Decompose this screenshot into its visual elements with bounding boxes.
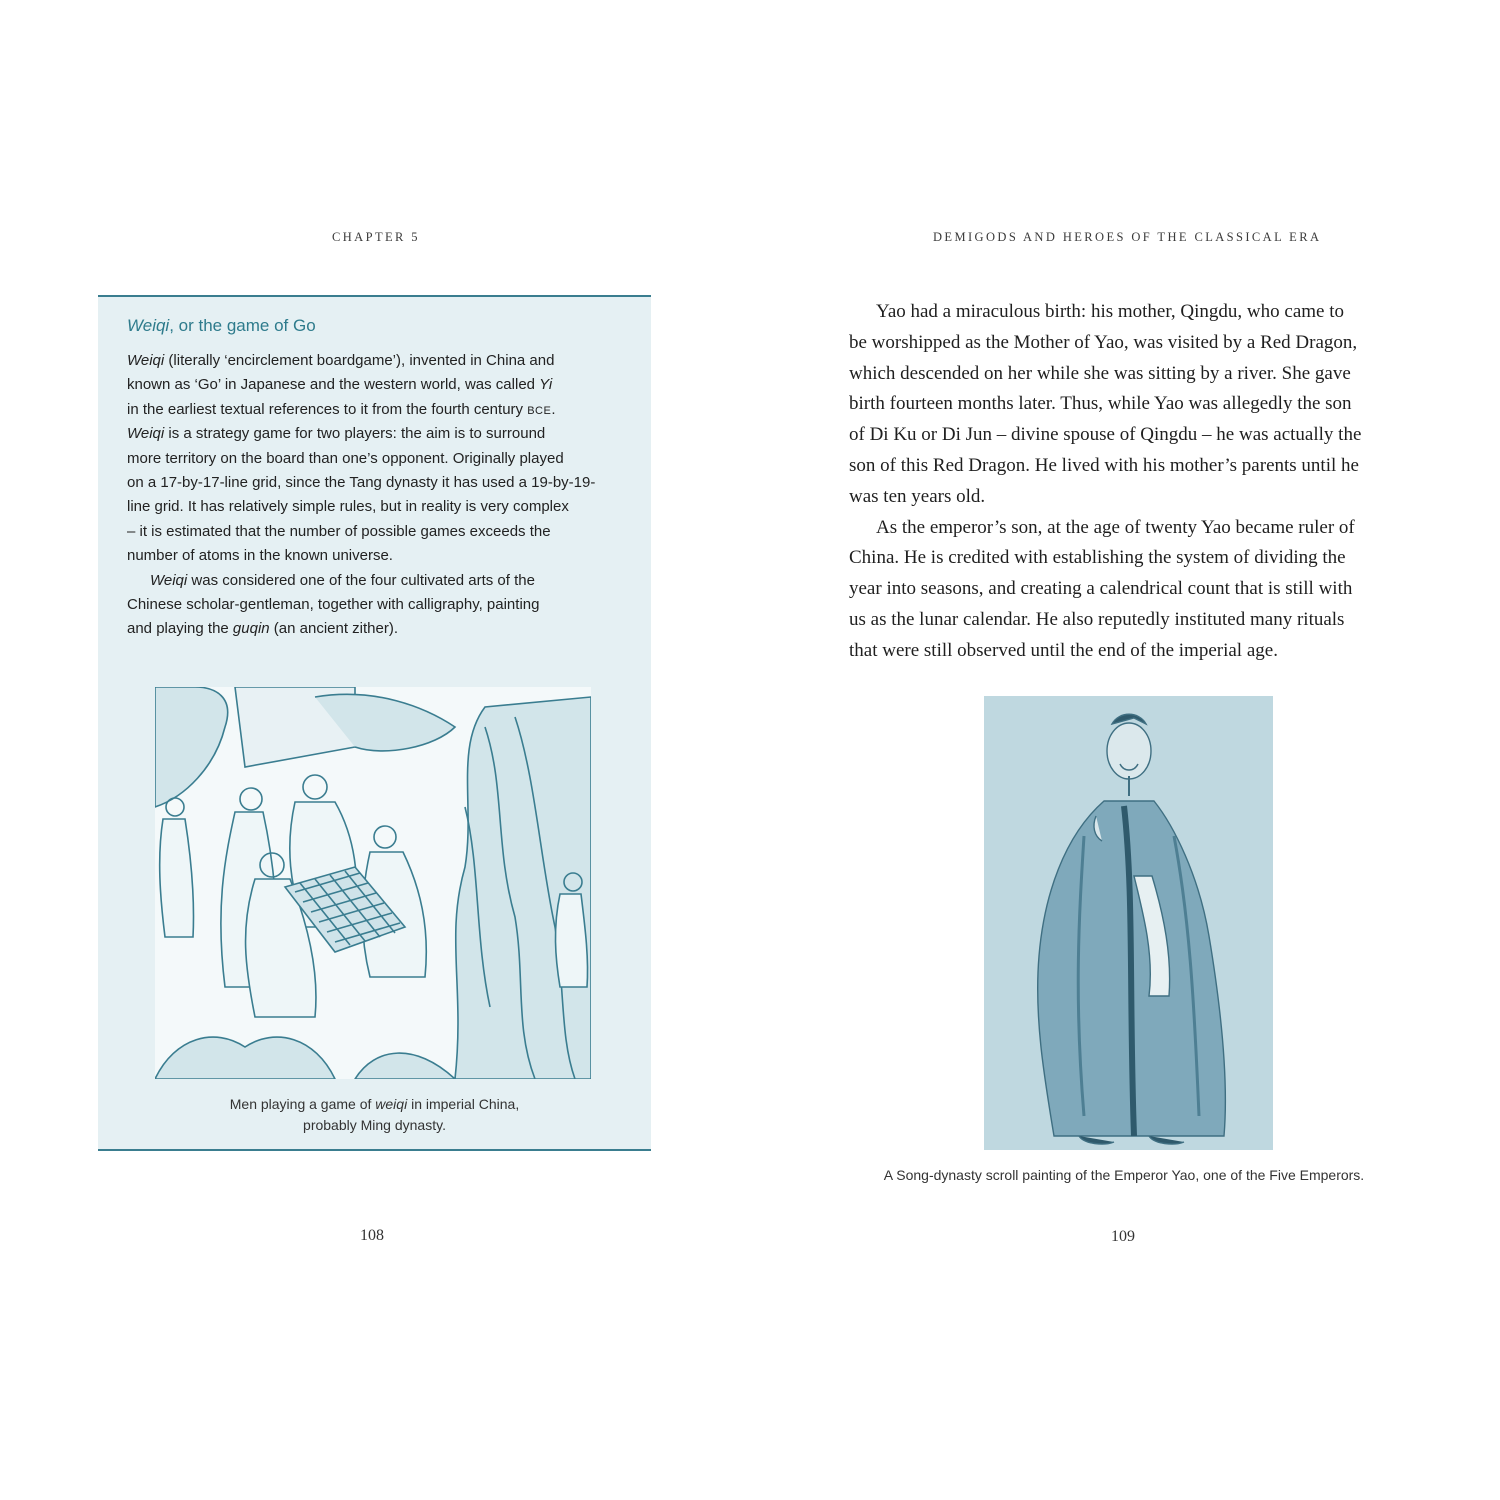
sidebar-text-line: on a 17-by-17-line grid, since the Tang dynasty it has used a 19-by-19- — [127, 474, 596, 491]
running-head-left: CHAPTER 5 — [332, 230, 420, 244]
sidebar-text-line: more territory on the board than one’s opponent. Originally played — [127, 449, 564, 467]
sidebar-text-line: Weiqi is a strategy game for two players: the aim is to surround — [127, 425, 546, 443]
sidebar-text-line: – it is estimated that the number of possible games exceeds the — [127, 522, 551, 540]
sidebar-text-line: number of atoms in the known universe. — [127, 547, 393, 565]
page-number-right: 109 — [1111, 1228, 1135, 1245]
sidebar-text-line: Weiqi (literally ‘encirclement boardgame’), invented in China and — [127, 352, 555, 369]
running-head-right: DEMIGODS AND HEROES OF THE CLASSICAL ERA — [933, 230, 1322, 244]
caption-left-line1: Men playing a game of weiqi in imperial China, — [229, 1096, 520, 1112]
figure-caption-left — [98, 1094, 651, 1136]
body-text-line: of Di Ku or Di Jun – divine spouse of Qingdu – he was actually the — [849, 424, 1362, 446]
body-text-line: year into seasons, and creating a calendrical count that is still with — [849, 578, 1353, 600]
weiqi-illustration — [155, 687, 591, 1079]
body-text-line: us as the lunar calendar. He also reputedly instituted many rituals — [849, 609, 1345, 630]
sidebar-text-line: Chinese scholar-gentleman, together with calligraphy, painting — [127, 596, 540, 613]
body-text-line: that were still observed until the end of the imperial age. — [849, 639, 1278, 661]
body-text-line: which descended on her while she was sitting by a river. She gave — [849, 362, 1351, 384]
sidebar-text-line: and playing the guqin (an ancient zither). — [127, 620, 399, 638]
figure-caption-right: A Song-dynasty scroll painting of the Emperor Yao, one of the Five Emperors. — [883, 1167, 1365, 1183]
body-text-line: be worshipped as the Mother of Yao, was visited by a Red Dragon, — [849, 331, 1358, 353]
sidebar-text-line: in the earliest textual references to it from the fourth century bce. — [127, 400, 556, 418]
sidebar-box — [98, 295, 651, 1151]
body-text-line: As the emperor’s son, at the age of twenty Yao became ruler of — [876, 516, 1355, 538]
body-text-line: China. He is credited with establishing the system of dividing the — [849, 547, 1346, 569]
body-text-line: was ten years old. — [849, 485, 986, 507]
sidebar-title-rest: , or the game of Go — [169, 316, 316, 335]
body-text-line: son of this Red Dragon. He lived with his mother’s parents until he — [849, 455, 1359, 476]
caption-left-line2: probably Ming dynasty. — [303, 1117, 446, 1133]
body-text-line: birth fourteen months later. Thus, while Yao was allegedly the son — [849, 393, 1352, 415]
page-number-left: 108 — [360, 1227, 384, 1244]
emperor-yao-painting — [984, 696, 1273, 1150]
sidebar-text-line: Weiqi was considered one of the four cultivated arts of the — [150, 571, 535, 589]
body-text-line: Yao had a miraculous birth: his mother, Qingdu, who came to — [876, 301, 1345, 322]
sidebar-title-italic: Weiqi — [127, 316, 170, 335]
sidebar-title — [127, 316, 316, 336]
sidebar-text-line: line grid. It has relatively simple rules, but in reality is very complex — [127, 498, 569, 516]
sidebar-text-line: known as ‘Go’ in Japanese and the western world, was called Yi — [127, 376, 553, 394]
